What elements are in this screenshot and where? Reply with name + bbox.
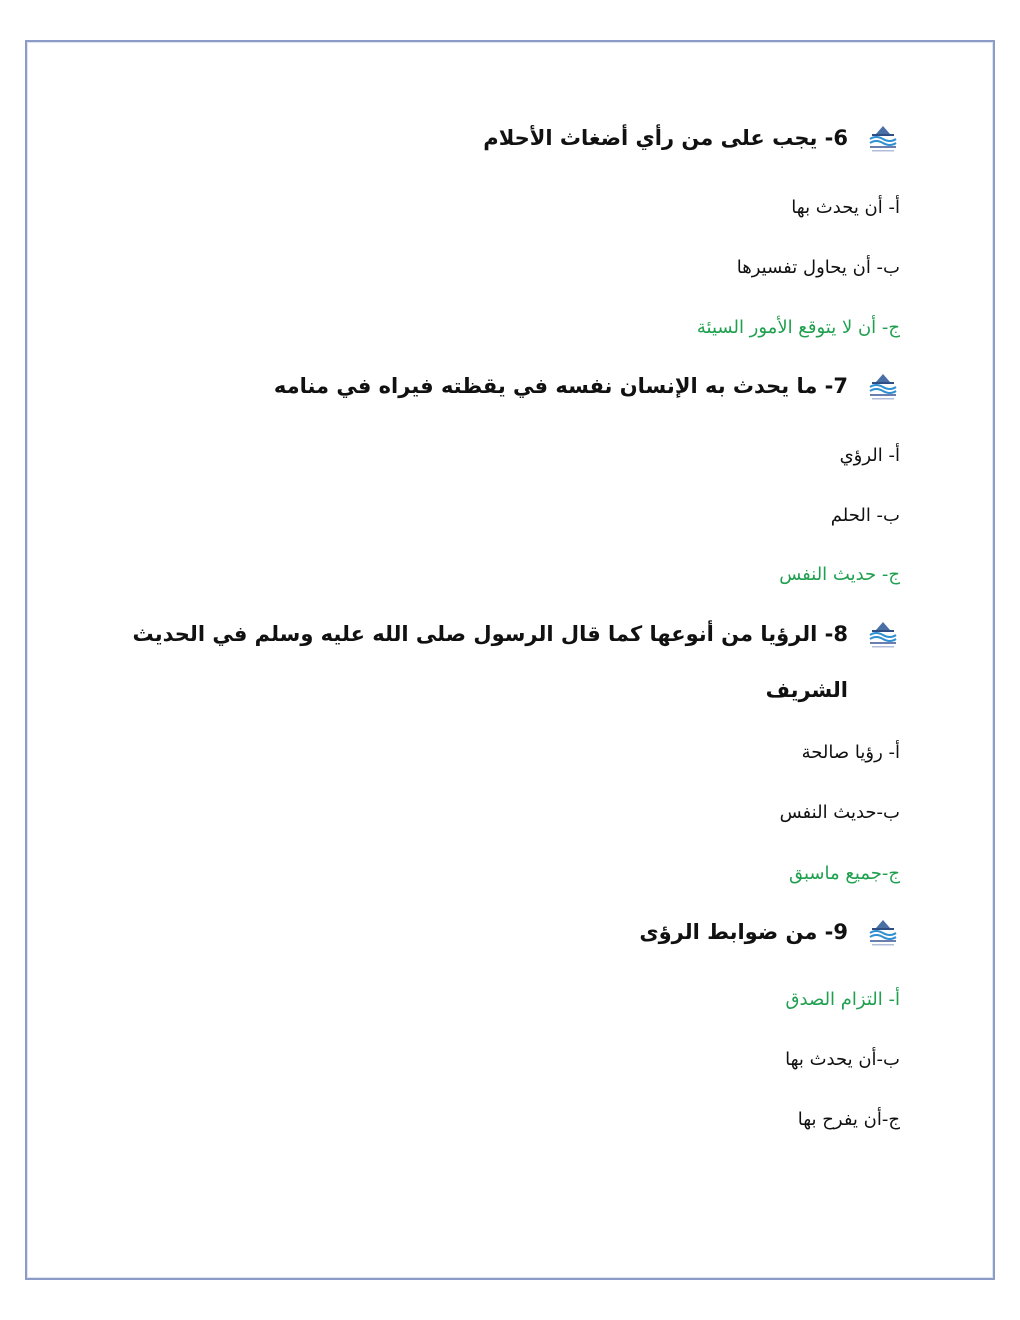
question-7 (120, 372, 900, 414)
question-9-answer-c: ج-أن يفرح بها (797, 1109, 900, 1130)
question-6-answer-a: أ- أن يحدث بها (791, 197, 900, 218)
question-8-text: 8- الرؤيا من أنوعها كما قال الرسول صلى الله عليه وسلم في الحديث الشريف (132, 622, 848, 702)
question-9-answer-b: ب-أن يحدث بها (785, 1049, 900, 1070)
school-logo-icon (866, 918, 900, 948)
question-7-answer-c-correct: ج- حديث النفس (779, 564, 900, 585)
question-8-answer-a: أ- رؤيا صالحة (801, 742, 900, 763)
school-logo-icon (866, 372, 900, 402)
question-8-answer-b: ب-حديث النفس (779, 802, 900, 823)
question-8-answer-c-correct: ج-جميع ماسبق (788, 863, 900, 884)
question-9-answer-a-correct: أ- التزام الصدق (785, 989, 900, 1010)
quiz-content (120, 0, 900, 1320)
question-7-text: 7- ما يحدث به الإنسان نفسه في يقظته فيراه في منامه (273, 374, 848, 398)
question-8 (120, 620, 900, 718)
question-6 (120, 124, 900, 166)
question-7-answer-b: ب- الحلم (830, 505, 900, 526)
question-6-text: 6- يجب على من رأي أضغاث الأحلام (483, 126, 848, 150)
question-6-answer-b: ب- أن يحاول تفسيرها (736, 257, 900, 278)
school-logo-icon (866, 124, 900, 154)
school-logo-icon (866, 620, 900, 650)
question-9-text: 9- من ضوابط الرؤى (639, 920, 848, 944)
question-9 (120, 918, 900, 960)
question-7-answer-a: أ- الرؤي (839, 445, 900, 466)
question-6-answer-c-correct: ج- أن لا يتوقع الأمور السيئة (696, 317, 900, 338)
